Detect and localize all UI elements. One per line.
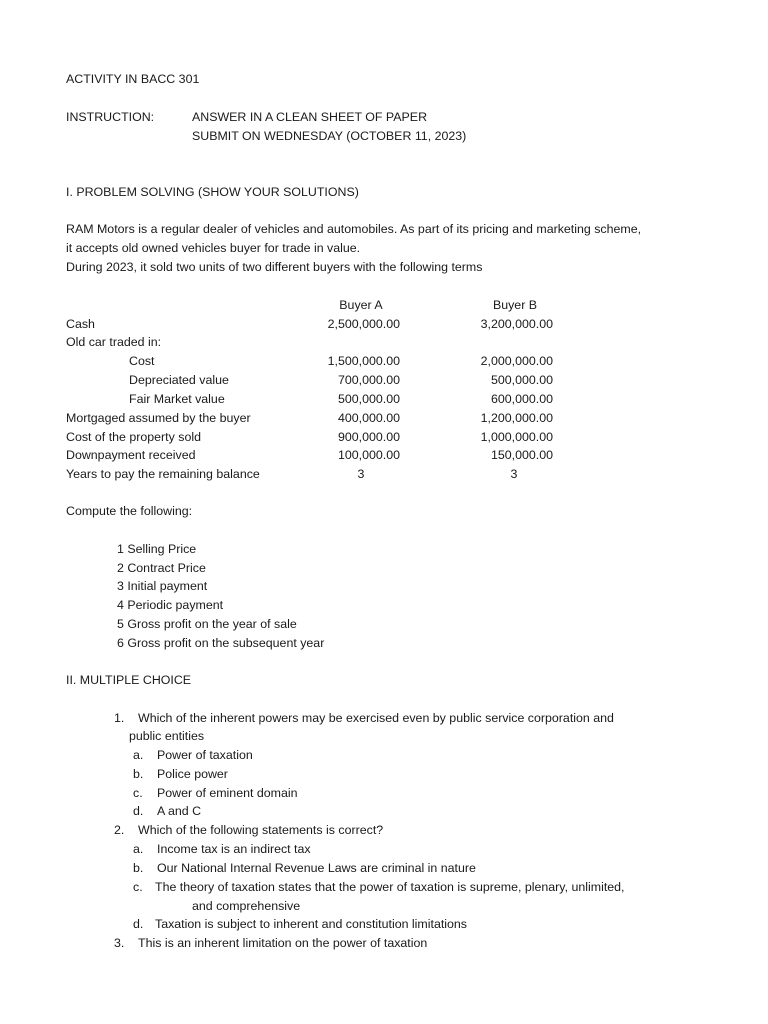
- document-title: ACTIVITY IN BACC 301: [66, 72, 200, 86]
- question-number: 1.: [114, 711, 125, 725]
- choice-text: A and C: [157, 804, 202, 818]
- compute-heading: Compute the following:: [66, 504, 193, 518]
- instruction-label: INSTRUCTION:: [66, 110, 155, 124]
- compute-item: 5 Gross profit on the year of sale: [117, 617, 297, 631]
- cell-downpayment-buyer-a: 100,000.00: [337, 448, 400, 462]
- choice-text: Income tax is an indirect tax: [157, 842, 311, 856]
- cell-fmv-buyer-a: 500,000.00: [337, 392, 400, 406]
- compute-item: 4 Periodic payment: [117, 598, 224, 612]
- choice-text: Power of taxation: [157, 748, 253, 762]
- cell-downpayment-buyer-b: 150,000.00: [490, 448, 553, 462]
- choice-letter: b.: [133, 767, 144, 781]
- cell-mortgage-buyer-b: 1,200,000.00: [480, 411, 553, 425]
- row-label-downpayment: Downpayment received: [66, 448, 196, 462]
- section-1-heading: I. PROBLEM SOLVING (SHOW YOUR SOLUTIONS): [66, 185, 359, 199]
- choice-letter: b.: [133, 861, 144, 875]
- row-label-old-car: Old car traded in:: [66, 335, 162, 349]
- question-text-continued: public entities: [129, 729, 205, 743]
- cell-fmv-buyer-b: 600,000.00: [490, 392, 553, 406]
- cell-cost-property-buyer-b: 1,000,000.00: [480, 430, 553, 444]
- question-text: Which of the following statements is correct?: [138, 823, 384, 837]
- row-label-cost-of-property: Cost of the property sold: [66, 430, 201, 444]
- cell-cost-buyer-a: 1,500,000.00: [327, 354, 400, 368]
- row-label-depreciated-value: Depreciated value: [129, 373, 229, 387]
- cell-cash-buyer-b: 3,200,000.00: [480, 317, 553, 331]
- section-2-heading: II. MULTIPLE CHOICE: [66, 673, 192, 687]
- compute-item: 1 Selling Price: [117, 542, 197, 556]
- choice-letter: c.: [133, 880, 143, 894]
- column-header-buyer-b: Buyer B: [492, 298, 538, 312]
- cell-depreciated-buyer-b: 500,000.00: [490, 373, 553, 387]
- cell-years-buyer-b: 3: [510, 467, 518, 481]
- question-number: 2.: [114, 823, 125, 837]
- choice-text: Taxation is subject to inherent and constitution limitations: [155, 917, 468, 931]
- choice-letter: c.: [133, 786, 143, 800]
- compute-item: 6 Gross profit on the subsequent year: [117, 636, 325, 650]
- row-label-mortgage: Mortgaged assumed by the buyer: [66, 411, 251, 425]
- instruction-line-1: ANSWER IN A CLEAN SHEET OF PAPER: [192, 110, 428, 124]
- compute-item: 2 Contract Price: [117, 561, 206, 575]
- cell-depreciated-buyer-a: 700,000.00: [337, 373, 400, 387]
- cell-mortgage-buyer-a: 400,000.00: [337, 411, 400, 425]
- cell-cost-property-buyer-a: 900,000.00: [337, 430, 400, 444]
- cell-years-buyer-a: 3: [357, 467, 365, 481]
- intro-line-3: During 2023, it sold two units of two different buyers with the following terms: [66, 260, 483, 274]
- choice-text-continued: and comprehensive: [192, 899, 301, 913]
- choice-letter: a.: [133, 748, 144, 762]
- intro-line-2: it accepts old owned vehicles buyer for trade in value.: [66, 241, 361, 255]
- choice-letter: d.: [133, 804, 144, 818]
- cell-cash-buyer-a: 2,500,000.00: [327, 317, 400, 331]
- choice-text: Police power: [157, 767, 228, 781]
- column-header-buyer-a: Buyer A: [339, 298, 383, 312]
- question-text: Which of the inherent powers may be exercised even by public service corporation and: [138, 711, 614, 725]
- instruction-line-2: SUBMIT ON WEDNESDAY (OCTOBER 11, 2023): [192, 129, 467, 143]
- cell-cost-buyer-b: 2,000,000.00: [480, 354, 553, 368]
- choice-text: Our National Internal Revenue Laws are criminal in nature: [157, 861, 476, 875]
- compute-item: 3 Initial payment: [117, 579, 208, 593]
- choice-letter: d.: [133, 917, 144, 931]
- question-text: This is an inherent limitation on the power of taxation: [138, 936, 428, 950]
- choice-text: Power of eminent domain: [157, 786, 298, 800]
- row-label-cost: Cost: [129, 354, 155, 368]
- question-number: 3.: [114, 936, 125, 950]
- intro-line-1: RAM Motors is a regular dealer of vehicles and automobiles. As part of its pricing and marketing scheme,: [66, 222, 642, 236]
- row-label-years-to-pay: Years to pay the remaining balance: [66, 467, 260, 481]
- choice-letter: a.: [133, 842, 144, 856]
- row-label-cash: Cash: [66, 317, 95, 331]
- choice-text: The theory of taxation states that the power of taxation is supreme, plenary, unlimited,: [155, 880, 625, 894]
- row-label-fair-market-value: Fair Market value: [129, 392, 225, 406]
